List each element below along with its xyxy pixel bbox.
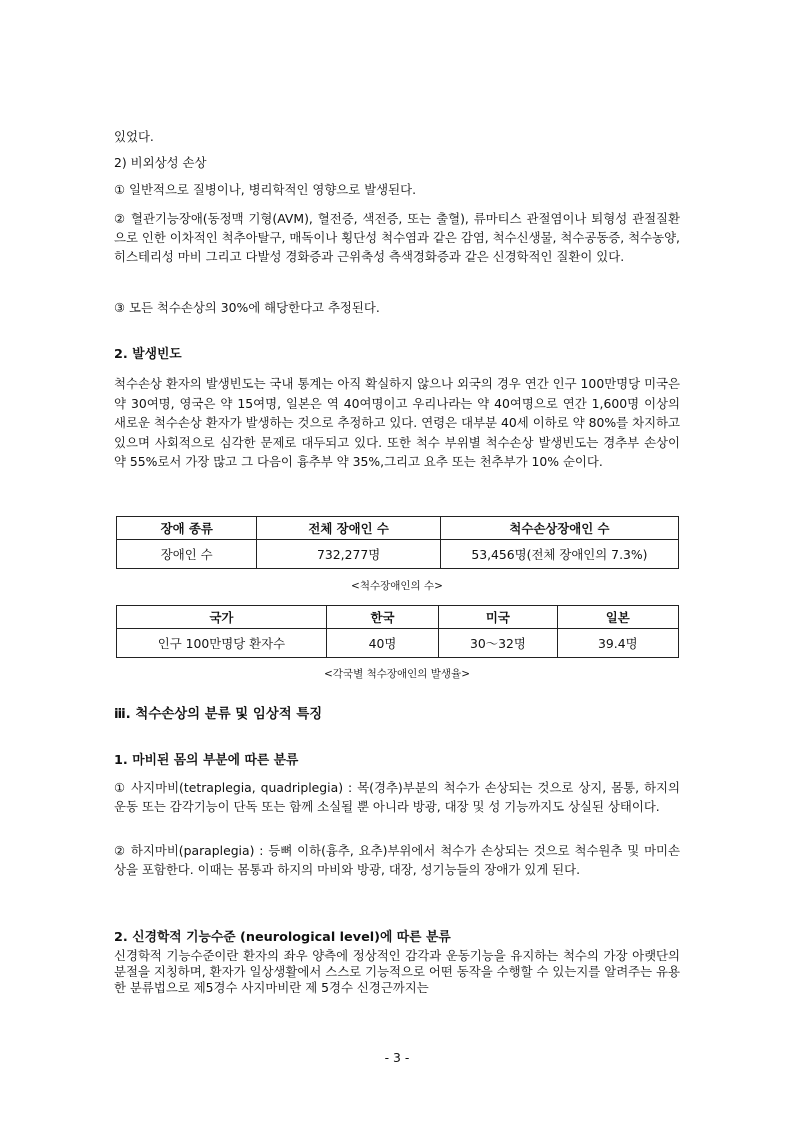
table-cell: 732,277명: [257, 540, 440, 569]
list-item: ② 하지마비(paraplegia) : 등뼈 이하(흉추, 요추)부위에서 척수가 손상되는 것으로 척수원추 및 마미손상을 포함한다. 이때는 몸통과 하지의 마비와 방광, 대장, 성기능들의 장애가 있게 된다.: [114, 843, 680, 877]
table-cell: 39.4명: [557, 629, 678, 658]
continued-text: 있었다.: [114, 129, 154, 144]
table-header: 미국: [439, 606, 557, 629]
subheading-nontraumatic: 2) 비외상성 손상: [114, 155, 207, 170]
page-number: - 3 -: [384, 1050, 410, 1065]
section-heading-paralysis: 1. 마비된 몸의 부분에 따른 분류: [114, 753, 299, 768]
list-item: ① 사지마비(tetraplegia, quadriplegia) : 목(경추)부분의 척수가 손상되는 것으로 상지, 몸통, 하지의 운동 또는 감각기능이 단독 또는 함께 소실될 뿐 아니라 방광, 대장 및 성 기능까지도 상실된 상태이다.: [114, 780, 680, 814]
table-header: 전체 장애인 수: [257, 517, 440, 540]
table-header: 한국: [326, 606, 438, 629]
table-cell: 인구 100만명당 환자수: [117, 629, 327, 658]
table-cell: 40명: [326, 629, 438, 658]
list-item: ① 일반적으로 질병이나, 병리학적인 영향으로 발생된다.: [114, 182, 417, 197]
chapter-heading: ⅲ. 척수손상의 분류 및 임상적 특징: [114, 707, 323, 722]
neurological-paragraph: 신경학적 기능수준이란 환자의 좌우 양측에 정상적인 감각과 운동기능을 유지하는 척수의 가장 아랫단의 분절을 지칭하며, 환자가 일상생활에서 스스로 기능적으로 어떤 동작을 수행할 수 있는지를 알려주는 유용한 분류법으로 제5경수 사지마비란 제 5경수 신경근까지는: [114, 948, 680, 995]
table-header: 척수손상장애인 수: [440, 517, 678, 540]
table-header: 장애 종류: [117, 517, 257, 540]
list-item: ③ 모든 척수손상의 30%에 해당한다고 추정된다.: [114, 300, 380, 315]
table-header: 일본: [557, 606, 678, 629]
table-cell: 30～32명: [439, 629, 557, 658]
table-cell: 53,456명(전체 장애인의 7.3%): [440, 540, 678, 569]
table-cell: 장애인 수: [117, 540, 257, 569]
incidence-by-country-table: [116, 605, 679, 658]
section-heading-neurological: 2. 신경학적 기능수준 (neurological level)에 따른 분류: [114, 930, 451, 945]
table-header: 국가: [117, 606, 327, 629]
disability-count-table: [116, 516, 679, 569]
table-caption: <척수장애인의 수>: [351, 580, 443, 592]
table-caption: <각국별 척수장애인의 발생율>: [324, 668, 470, 680]
incidence-paragraph: 척수손상 환자의 발생빈도는 국내 통계는 아직 확실하지 않으나 외국의 경우 연간 인구 100만명당 미국은 약 30여명, 영국은 약 15여명, 일본은 역 40여명이고 우리나라는 약 40여명으로 연간 1,600명 이상의 새로운 척수손상 환자가 발생하는 것으로 추정하고 있다. 연령은 대부분 40세 이하로 약 80%를 차지하고 있으며 사회적으로 심각한 문제로 대두되고 있다. 또한 척수 부위별 척수손상 발생빈도는 경추부 손상이 약 55%로서 가장 많고 그 다음이 흉추부 약 35%,그리고 요추 또는 천추부가 10% 순이다.: [114, 376, 680, 470]
list-item: ② 혈관기능장애(동정맥 기형(AVM), 혈전증, 색전증, 또는 출혈), 류마티스 관절염이나 퇴형성 관절질환으로 인한 이차적인 척추아탈구, 매독이나 횡단성 척수염과 같은 감염, 척수신생물, 척수공동증, 척수농양, 히스테리성 마비 그리고 다발성 경화증과 근위축성 측색경화증과 같은 신경학적인 질환이 있다.: [114, 211, 680, 264]
section-heading-incidence: 2. 발생빈도: [114, 347, 182, 362]
